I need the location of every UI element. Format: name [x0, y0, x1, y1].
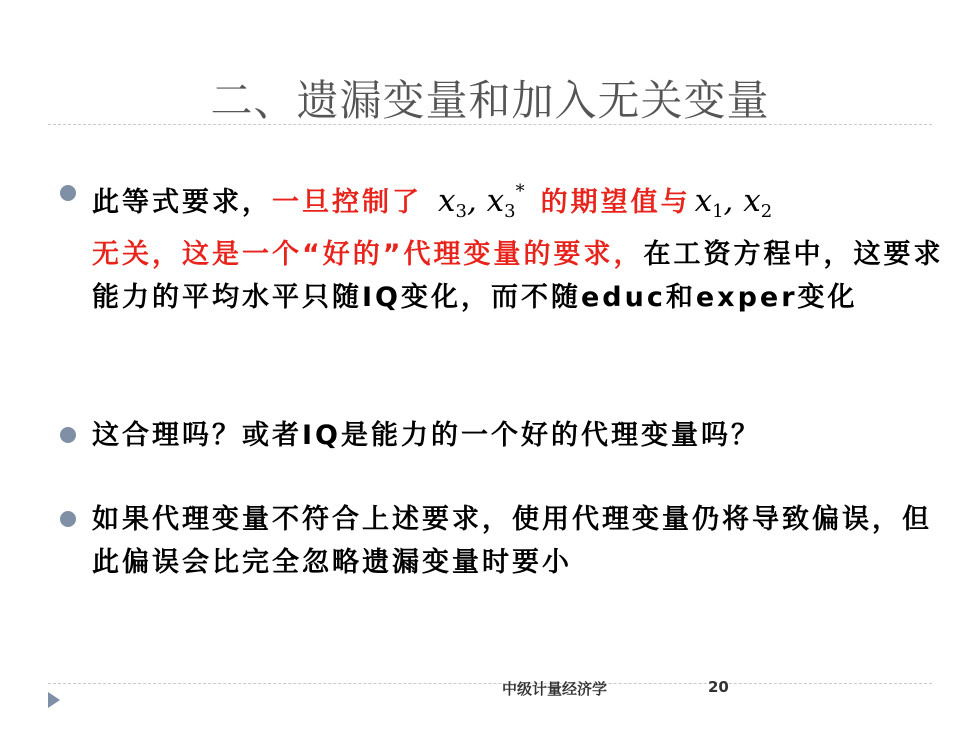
bullet-marker	[60, 427, 76, 443]
title-divider	[48, 124, 932, 125]
footer-course: 中级计量经济学	[502, 680, 608, 698]
bullet-1-segment-5: 在工资方程中，这要求能力的平均水平只随IQ变化，而不随educ和exper变化	[92, 239, 944, 313]
bullet-1-text	[92, 170, 952, 319]
bullet-1-segment-4: 无关，这是一个“好的”代理变量的要求，	[92, 239, 644, 270]
bullet-1-segment-1: 此等式要求，	[92, 187, 272, 218]
slide-title: 二、遗漏变量和加入无关变量	[210, 76, 770, 125]
math-x1-x2: $x_1$, $x_2$	[694, 183, 773, 222]
page-number: 20	[708, 678, 729, 696]
bullet-2-text: 这合理吗？或者IQ是能力的一个好的代理变量吗？	[92, 420, 761, 451]
bullet-marker	[60, 511, 76, 527]
footer-divider	[48, 683, 932, 684]
bullet-marker	[60, 185, 76, 201]
bullet-1-segment-2: 一旦控制了	[272, 187, 422, 218]
footer-arrow-icon	[48, 692, 60, 708]
bullet-1-segment-3: 的期望值与	[540, 187, 691, 218]
bullet-3-text: 如果代理变量不符合上述要求，使用代理变量仍将导致偏误，但此偏误会比完全忽略遗漏变量时要小	[92, 504, 932, 578]
math-x3-x3star: $x_3$, $x_3^*$	[438, 181, 525, 222]
